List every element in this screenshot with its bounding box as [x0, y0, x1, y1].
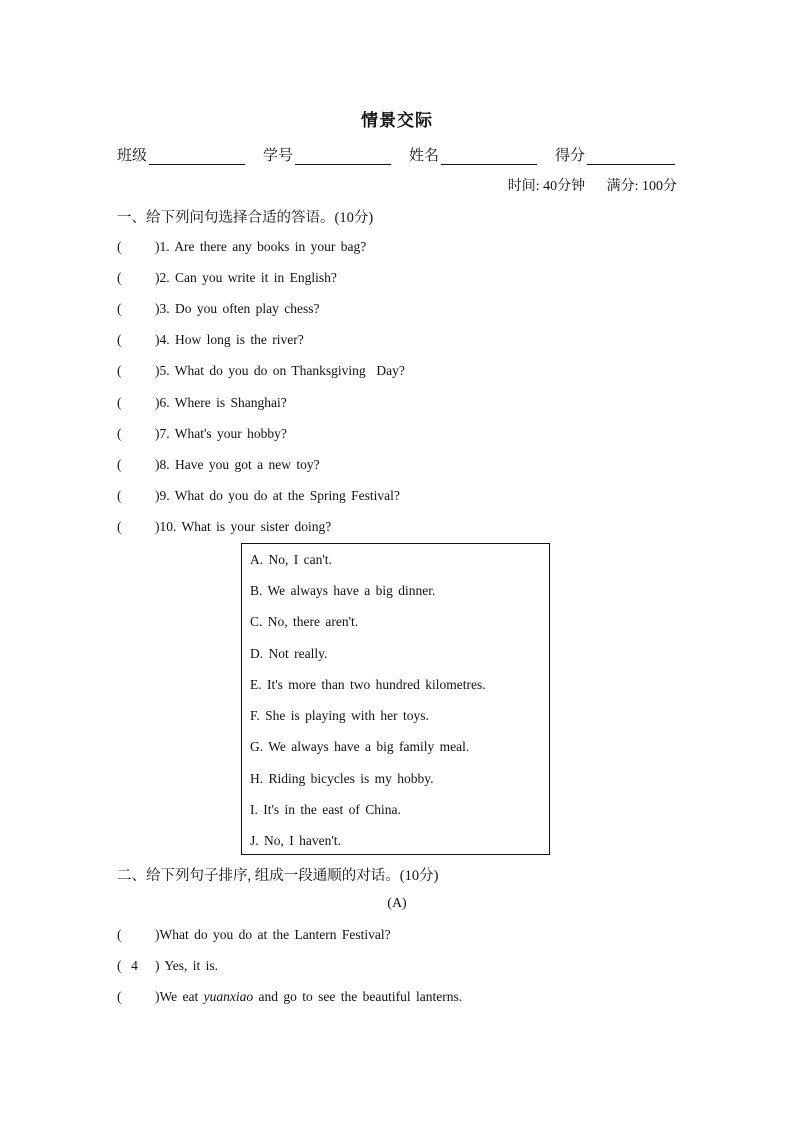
- pinyin-word: yuanxiao: [203, 989, 254, 1004]
- answer-paren[interactable]: (: [117, 519, 122, 534]
- question-5: ( )5. What do you do on Thanksgiving Day?: [117, 363, 405, 378]
- dialogue-label: (A): [387, 896, 407, 911]
- question-7: ( )7. What's your hobby?: [117, 426, 287, 441]
- option-i: I. It's in the east of China.: [250, 802, 401, 817]
- answer-paren[interactable]: (: [117, 395, 122, 410]
- order-paren[interactable]: ( 4: [117, 958, 155, 974]
- option-c: C. No, there aren't.: [250, 614, 359, 629]
- score-field[interactable]: [555, 144, 675, 165]
- page-title: 情景交际: [361, 111, 433, 130]
- question-6: ( )6. Where is Shanghai?: [117, 395, 287, 410]
- answer-paren[interactable]: (: [117, 488, 122, 503]
- class-field[interactable]: [117, 144, 245, 165]
- exam-meta: [508, 175, 677, 195]
- name-blank[interactable]: [441, 150, 537, 165]
- student-number-label: 学号: [263, 148, 294, 164]
- order-paren[interactable]: (: [117, 989, 122, 1004]
- dialogue-line-1: ( )What do you do at the Lantern Festival?: [117, 927, 391, 942]
- answer-paren[interactable]: (: [117, 270, 122, 285]
- question-10: ( )10. What is your sister doing?: [117, 519, 332, 534]
- answer-paren[interactable]: (: [117, 363, 122, 378]
- option-h: H. Riding bicycles is my hobby.: [250, 771, 434, 786]
- answer-paren[interactable]: (: [117, 301, 122, 316]
- option-e: E. It's more than two hundred kilometres.: [250, 677, 486, 692]
- name-field[interactable]: [409, 144, 537, 165]
- name-label: 姓名: [409, 148, 440, 164]
- full-score: 满分: 100分: [606, 179, 677, 194]
- question-3: ( )3. Do you often play chess?: [117, 301, 320, 316]
- answer-paren[interactable]: (: [117, 332, 122, 347]
- option-f: F. She is playing with her toys.: [250, 708, 429, 723]
- answer-options-box: [241, 543, 550, 855]
- class-label: 班级: [117, 148, 148, 164]
- question-2: ( )2. Can you write it in English?: [117, 270, 337, 285]
- answer-paren[interactable]: (: [117, 426, 122, 441]
- option-d: D. Not really.: [250, 646, 328, 661]
- score-label: 得分: [555, 148, 586, 164]
- option-j: J. No, I haven't.: [250, 833, 341, 848]
- option-b: B. We always have a big dinner.: [250, 583, 436, 598]
- order-answer: 4: [131, 958, 138, 973]
- score-blank[interactable]: [587, 150, 675, 165]
- class-blank[interactable]: [149, 150, 245, 165]
- student-info-row: [117, 144, 677, 165]
- student-number-field[interactable]: [263, 144, 391, 165]
- section2-heading: 二、给下列句子排序, 组成一段通顺的对话。(10分): [117, 868, 439, 884]
- question-1: ( )1. Are there any books in your bag?: [117, 239, 367, 254]
- question-4: ( )4. How long is the river?: [117, 332, 304, 347]
- section1-heading: 一、给下列问句选择合适的答语。(10分): [117, 210, 374, 226]
- time-limit: 时间: 40分钟: [507, 179, 586, 194]
- dialogue-line-3: ( )We eat yuanxiao and go to see the beautiful lanterns.: [117, 989, 463, 1004]
- answer-paren[interactable]: (: [117, 457, 122, 472]
- option-g: G. We always have a big family meal.: [250, 739, 470, 754]
- dialogue-line-2: ( 4 ) Yes, it is.: [117, 958, 219, 973]
- student-number-blank[interactable]: [295, 150, 391, 165]
- answer-paren[interactable]: (: [117, 239, 122, 254]
- order-paren[interactable]: (: [117, 927, 122, 942]
- question-9: ( )9. What do you do at the Spring Festival?: [117, 488, 400, 503]
- option-a: A. No, I can't.: [250, 552, 332, 567]
- question-8: ( )8. Have you got a new toy?: [117, 457, 320, 472]
